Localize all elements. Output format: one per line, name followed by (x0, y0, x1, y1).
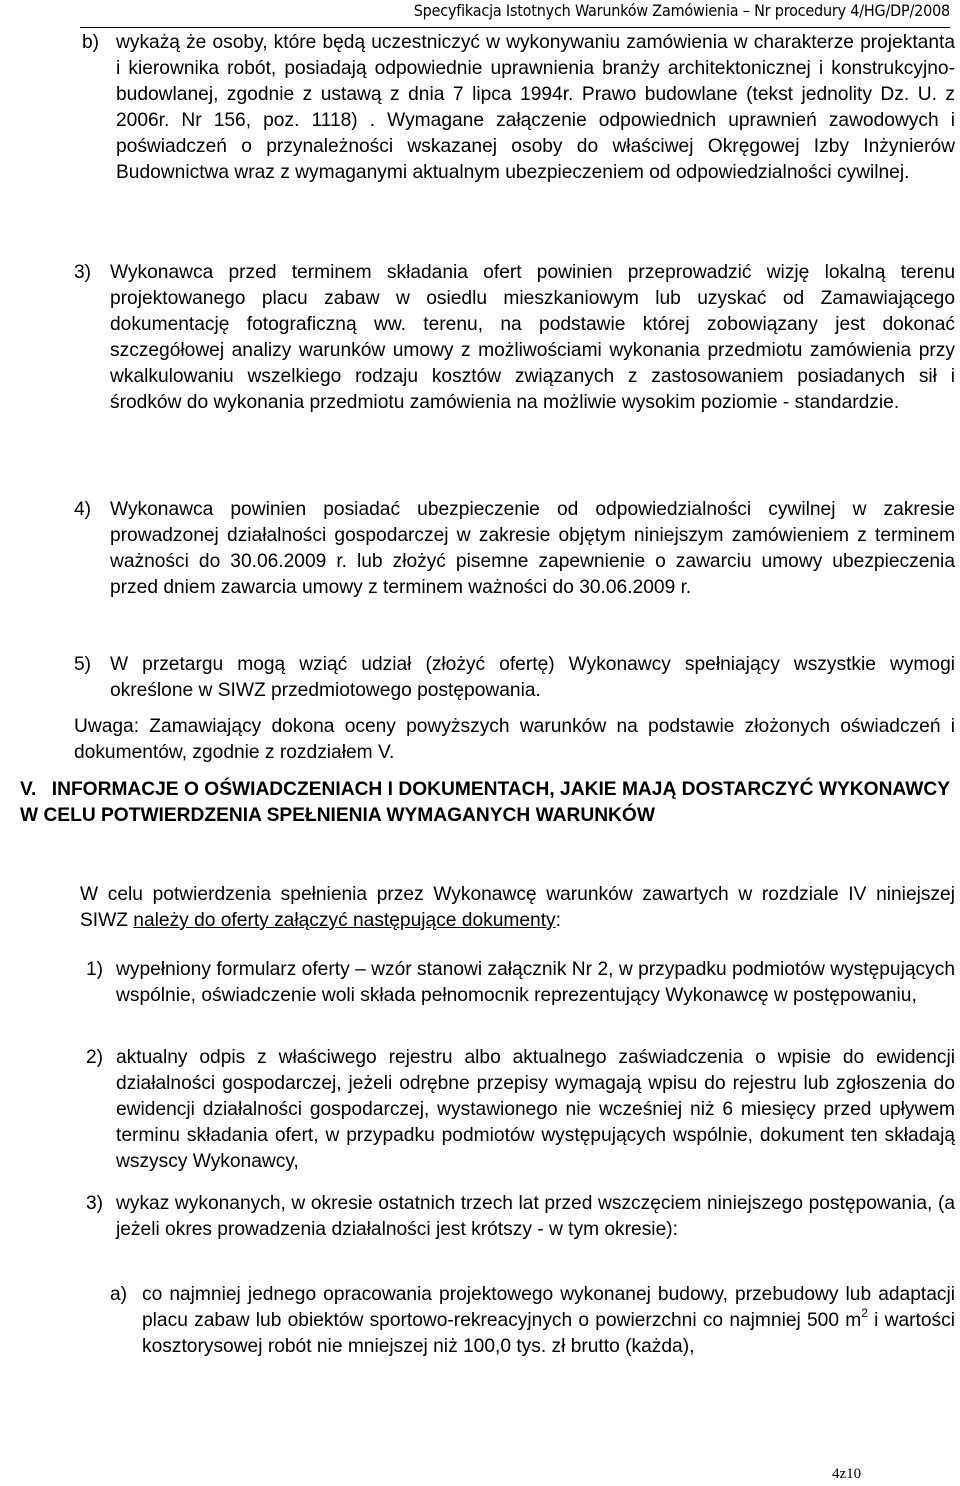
sub-item-a-text (142, 1282, 955, 1360)
doc-item-2-label: 2) (86, 1047, 104, 1068)
superscript-2: 2 (861, 1305, 868, 1320)
item-3-label: 3) (74, 262, 92, 283)
item-b-label: b) (82, 32, 100, 53)
doc-item-1-text: wypełniony formularz oferty – wzór stanowi załącznik Nr 2, w przypadku podmiotów występujących wspólnie, oświadczenie woli składa pełnomocnik reprezentujący Wykonawcę w postępowaniu, (116, 959, 955, 1006)
item-5-label: 5) (74, 654, 92, 675)
intro-colon: : (555, 910, 561, 931)
item-5-text: W przetargu mogą wziąć udział (złożyć ofertę) Wykonawcy spełniający wszystkie wymogi określone w SIWZ przedmiotowego postępowania. (110, 654, 955, 701)
sub-item-a-text-end: i wartości kosztorysowej robót nie mniejszej niż 100,0 tys. zł brutto (każda), (142, 1310, 956, 1357)
header-rule (80, 27, 950, 28)
doc-item-3-label: 3) (86, 1193, 104, 1214)
intro-text: W celu potwierdzenia spełnienia przez Wykonawcę warunków zawartych w rozdziale IV niniejszej SIWZ (80, 884, 955, 931)
note-text: Uwaga: Zamawiający dokona oceny powyższych warunków na podstawie złożonych oświadczeń i dokumentów, zgodnie z rozdziałem V. (74, 716, 955, 763)
page-number: 4z10 (832, 1466, 862, 1482)
item-3-text: Wykonawca przed terminem składania ofert powinien przeprowadzić wizję lokalną terenu projektowanego placu zabaw w osiedlu mieszkaniowym lub uzyskać od Zamawiającego dokumentację fotograficzną ww. terenu, na podstawie której zobowiązany jest dokonać szczegółowej analizy warunków umowy z możliwościami wykonania przedmiotu zamówienia przy wkalkulowaniu wszelkiego rodzaju kosztów związanych z zastosowaniem posiadanych sił i środków do wykonania przedmiotu zamówienia na możliwie wysokim poziomie - standardzie. (110, 262, 955, 413)
page-header: Specyfikacja Istotnych Warunków Zamówienia – Nr procedury 4/HG/DP/2008 (413, 1, 950, 20)
doc-item-3-text: wykaz wykonanych, w okresie ostatnich trzech lat przed wszczęciem niniejszego postępowania, (a jeżeli okres prowadzenia działalności jest krótszy - w tym okresie): (116, 1193, 955, 1240)
item-4-text: Wykonawca powinien posiadać ubezpieczenie od odpowiedzialności cywilnej w zakresie prowadzonej działalności gospodarczej w zakresie objętym niniejszym zamówieniem z terminem ważności do 30.06.2009 r. lub złożyć pisemne zapewnienie o zawarciu umowy ubezpieczenia przed dniem zawarcia umowy z terminem ważności do 30.06.2009 r. (110, 499, 955, 598)
item-b-text: wykażą że osoby, które będą uczestniczyć w wykonywaniu zamówienia w charakterze projektanta i kierownika robót, posiadają odpowiednie uprawnienia branży architektonicznej i konstrukcyjno-budowlanej, zgodnie z ustawą z dnia 7 lipca 1994r. Prawo budowlane (tekst jednolity Dz. U. z 2006r. Nr 156, poz. 1118) . Wymagane załączenie odpowiednich uprawnień zawodowych i poświadczeń o przynależności wskazanej osoby do właściwej Okręgowej Izby Inżynierów Budownictwa wraz z wymaganymi aktualnym ubezpieczeniem od odpowiedzialności cywilnej. (116, 32, 955, 183)
sub-item-a-text-start: co najmniej jednego opracowania projektowego wykonanej budowy, przebudowy lub adaptacji placu zabaw lub obiektów sportowo-rekreacyjnych o powierzchni co najmniej 500 m (142, 1284, 955, 1331)
intro-underlined-text: należy do oferty załączyć następujące dokumenty (133, 910, 556, 931)
item-4-label: 4) (74, 499, 92, 520)
sub-item-a-label: a) (110, 1284, 128, 1305)
doc-item-2-text: aktualny odpis z właściwego rejestru albo aktualnego zaświadczenia o wpisie do ewidencji działalności gospodarczej, jeżeli odrębne przepisy wymagają wpisu do rejestru lub zgłoszenia do ewidencji działalności gospodarczej, wystawionego nie wcześniej niż 6 miesięcy przed upływem terminu składania ofert, w przypadku podmiotów występujących wspólnie, dokument ten składają wszyscy Wykonawcy, (116, 1047, 955, 1172)
doc-item-1-label: 1) (86, 959, 104, 980)
section-v-title: INFORMACJE O OŚWIADCZENIACH I DOKUMENTACH, JAKIE MAJĄ DOSTARCZYĆ WYKONAWCY W CELU POTWIERDZENIA SPEŁNIENIA WYMAGANYCH WARUNKÓW (20, 779, 950, 826)
section-v-intro (80, 882, 955, 934)
section-v-heading (20, 777, 950, 829)
section-v-number: V. (20, 779, 37, 800)
